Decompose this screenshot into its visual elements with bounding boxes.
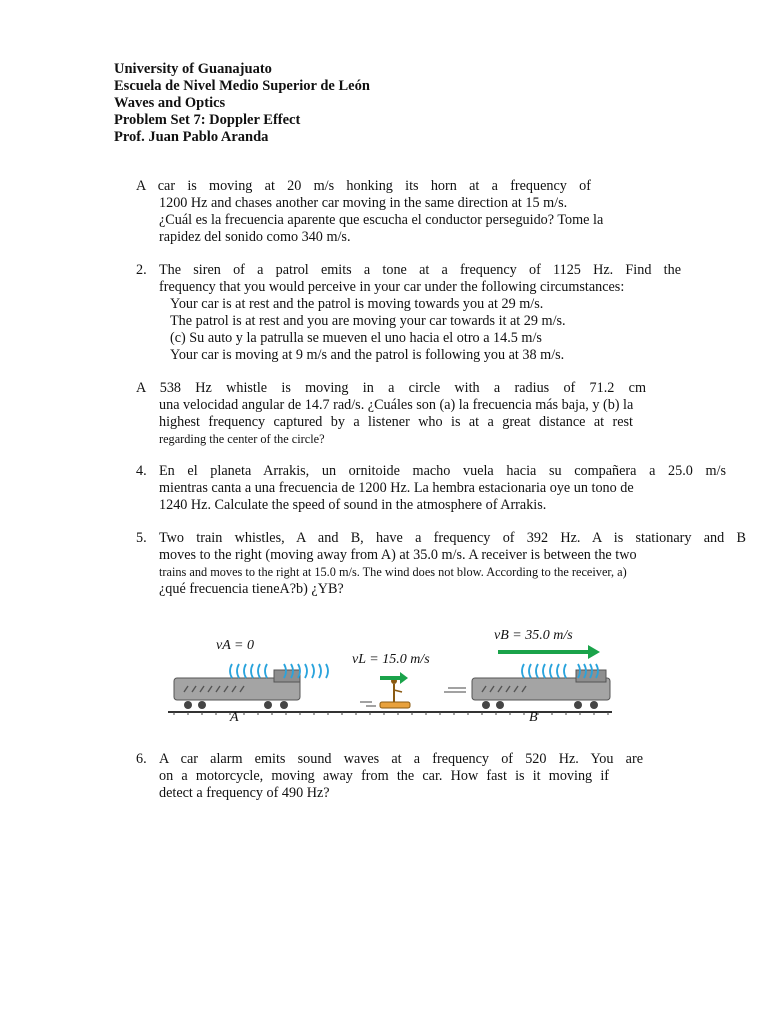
problem-3-line-3: highest frequency captured by a listener who is at a great distance at rest: [159, 414, 633, 430]
listener: [360, 678, 410, 708]
label-vb: vB = 35.0 m/s: [494, 628, 573, 643]
problem-3-line-4: regarding the center of the circle?: [159, 432, 325, 446]
course-name: Waves and Optics: [114, 95, 226, 111]
problem-5-line-4: ¿qué frecuencia tieneA?b) ¿YB?: [159, 581, 344, 597]
train-b-velocity-arrow: [498, 645, 600, 659]
problem-1-line-4: rapidez del sonido como 340 m/s.: [159, 229, 351, 245]
problem-5-line-1: Two train whistles, A and B, have a frequency of 392 Hz. A is stationary and B: [159, 530, 746, 546]
problem-2-item-c: (c) Su auto y la patrulla se mueven el uno hacia el otro a 14.5 m/s: [170, 330, 542, 346]
problem-6-number: 6.: [136, 751, 147, 767]
problem-1-line-3: ¿Cuál es la frecuencia aparente que escucha el conductor perseguido? Tome la: [159, 212, 604, 228]
label-va: vA = 0: [216, 638, 254, 653]
problem-6-line-1: A car alarm emits sound waves at a frequency of 520 Hz. You are: [159, 751, 643, 767]
problem-1-line-1: A car is moving at 20 m/s honking its horn at a frequency of: [136, 178, 591, 194]
air-lines: [444, 688, 466, 692]
problem-5-line-2: moves to the right (moving away from A) at 35.0 m/s. A receiver is between the two: [159, 547, 637, 563]
problem-3: [136, 380, 646, 448]
problem-6-line-2: on a motorcycle, moving away from the car. How fast is it moving if: [159, 768, 609, 784]
problem-2-line-2: frequency that you would perceive in your car under the following circumstances:: [159, 279, 625, 295]
problem-5-line-3: trains and moves to the right at 15.0 m/s. The wind does not blow. According to the receiver, a): [159, 565, 627, 579]
problem-2-item-b: The patrol is at rest and you are moving your car towards it at 29 m/s.: [170, 313, 566, 329]
problem-4-line-3: 1240 Hz. Calculate the speed of sound in the atmosphere of Arrakis.: [159, 497, 547, 513]
problem-4: [136, 463, 726, 514]
problem-4-number: 4.: [136, 463, 147, 479]
problem-2-item-d: Your car is moving at 9 m/s and the patrol is following you at 38 m/s.: [170, 347, 565, 363]
problem-set-title: Problem Set 7: Doppler Effect: [114, 112, 301, 128]
problem-3-line-2: una velocidad angular de 14.7 rad/s. ¿Cuáles son (a) la frecuencia más baja, y (b) la: [159, 397, 634, 413]
label-vl: vL = 15.0 m/s: [352, 652, 430, 667]
problem-4-line-2: mientras canta a una frecuencia de 1200 Hz. La hembra estacionaria oye un tono de: [159, 480, 634, 496]
problem-3-line-1: A 538 Hz whistle is moving in a circle with a radius of 71.2 cm: [136, 380, 646, 396]
document-header: [114, 61, 370, 146]
train-b: [472, 670, 610, 709]
university-name: University of Guanajuato: [114, 61, 272, 77]
problem-1: [136, 178, 604, 246]
problem-1-line-2: 1200 Hz and chases another car moving in the same direction at 15 m/s.: [159, 195, 568, 211]
problem-5-number: 5.: [136, 530, 147, 546]
problem-2-line-1: The siren of a patrol emits a tone at a frequency of 1125 Hz. Find the: [159, 262, 681, 278]
problem-2-item-a: Your car is at rest and the patrol is moving towards you at 29 m/s.: [170, 296, 544, 312]
doppler-trains-figure: [160, 620, 620, 740]
problem-5: [136, 530, 746, 598]
problem-6: [136, 751, 643, 802]
problem-6-line-3: detect a frequency of 490 Hz?: [159, 785, 330, 801]
problem-2: [136, 262, 681, 364]
label-train-a: A: [230, 710, 239, 725]
label-train-b: B: [529, 710, 538, 725]
professor-name: Prof. Juan Pablo Aranda: [114, 129, 269, 145]
problem-2-number: 2.: [136, 262, 147, 278]
school-name: Escuela de Nivel Medio Superior de León: [114, 78, 370, 94]
problem-4-line-1: En el planeta Arrakis, un ornitoide macho vuela hacia su compañera a 25.0 m/s: [159, 463, 726, 479]
